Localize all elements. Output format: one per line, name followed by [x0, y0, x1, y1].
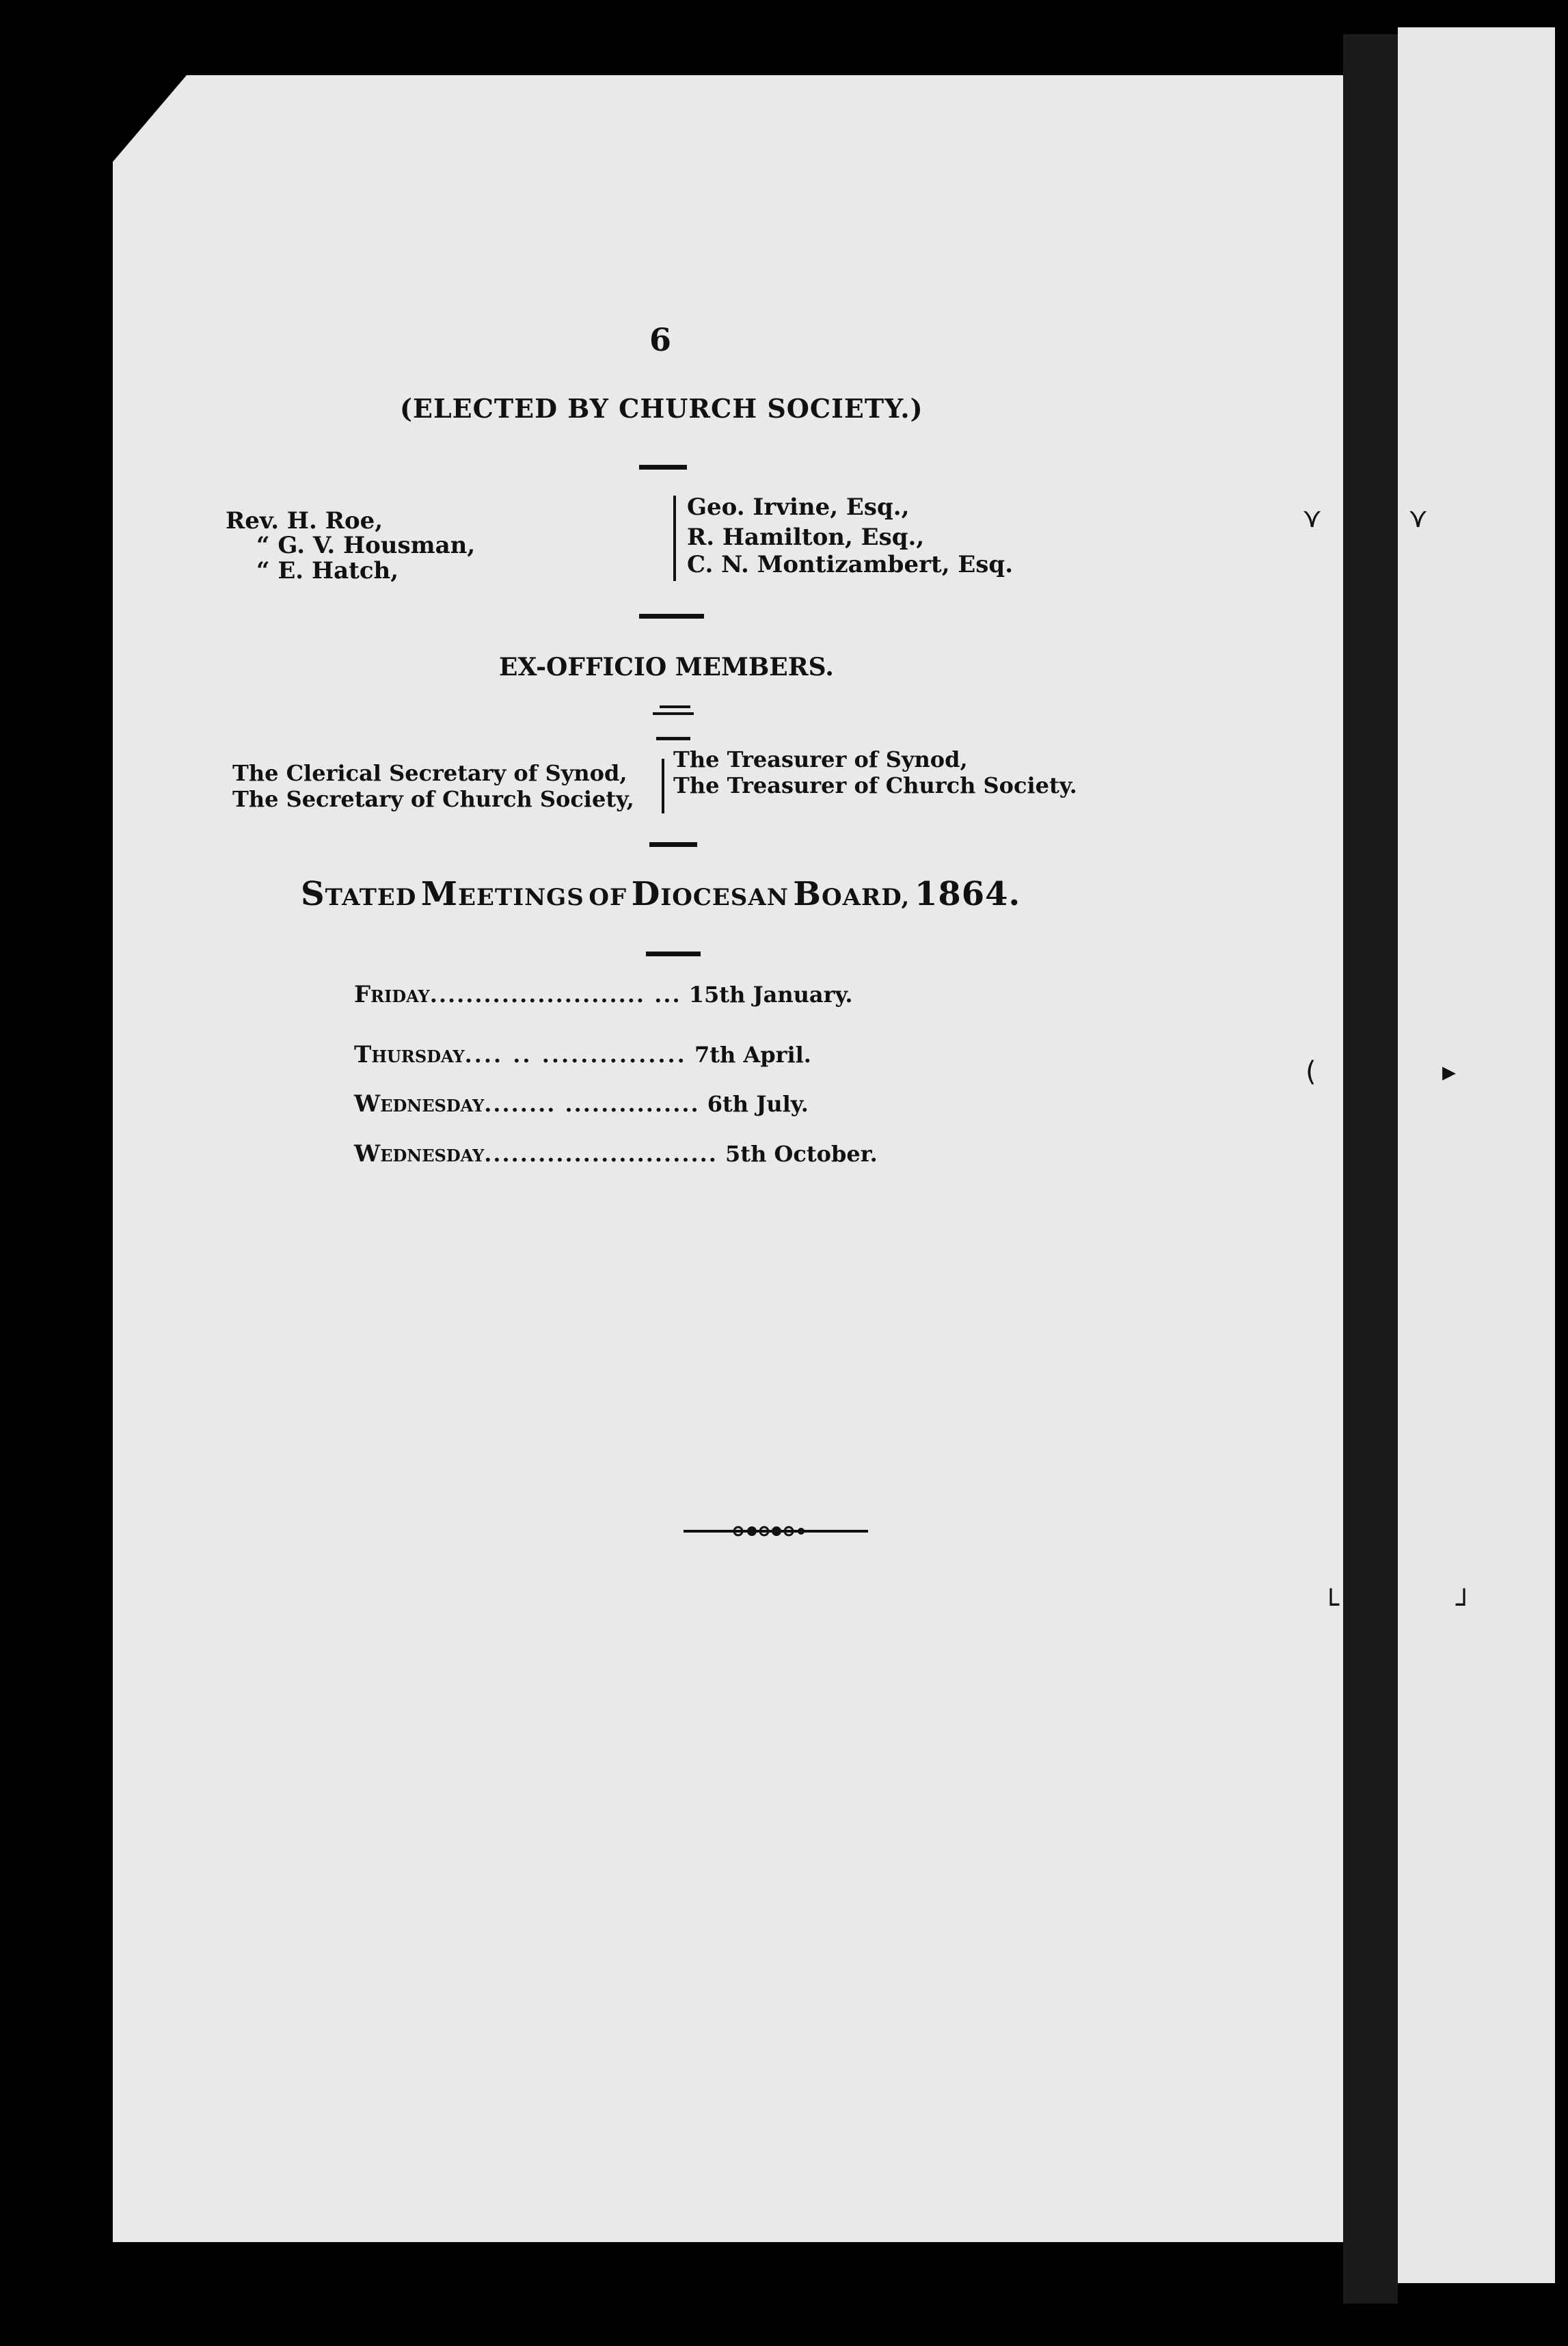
double-rule — [653, 712, 694, 715]
binding-mark-icon: ⋎ — [1408, 502, 1429, 534]
binding-mark-icon: ( — [1306, 1056, 1316, 1088]
ornament-divider — [684, 1523, 868, 1539]
divider-rule — [649, 842, 697, 847]
double-rule — [660, 705, 690, 708]
elected-heading: (ELECTED BY CHURCH SOCIETY.) — [400, 393, 923, 424]
elected-member-right: R. Hamilton, Esq., — [687, 524, 925, 551]
facing-page-edge — [1398, 27, 1555, 2283]
column-divider — [662, 759, 664, 813]
divider-rule — [646, 952, 701, 956]
elected-member-right: Geo. Irvine, Esq., — [687, 494, 910, 521]
meeting-row: THURSDAY.... .. ............... 7th April. — [354, 1041, 811, 1068]
elected-member-left: Rev. H. Roe, — [226, 507, 383, 535]
meeting-row: WEDNESDAY........ ............... 6th July. — [354, 1090, 809, 1118]
divider-rule — [639, 465, 687, 470]
elected-member-right: C. N. Montizambert, Esq. — [687, 551, 1014, 578]
binding-mark-icon: ▸ — [1442, 1056, 1457, 1088]
exofficio-member-left: The Secretary of Church Society, — [232, 786, 634, 812]
elected-member-left: “ E. Hatch, — [256, 557, 399, 584]
exofficio-member-left: The Clerical Secretary of Synod, — [232, 760, 627, 786]
divider-rule — [639, 614, 704, 619]
meeting-row: FRIDAY........................ ... 15th January. — [354, 981, 853, 1008]
column-divider — [673, 496, 676, 581]
binding-mark-icon: └ — [1323, 1589, 1340, 1621]
binding-mark-icon: ⋎ — [1302, 502, 1323, 534]
meeting-row: WEDNESDAY.......................... 5th October. — [354, 1140, 878, 1168]
meetings-heading: STATED MEETINGS OF DIOCESAN BOARD, 1864. — [301, 875, 1021, 913]
exofficio-member-right: The Treasurer of Church Society. — [673, 772, 1077, 798]
elected-member-left: “ G. V. Housman, — [256, 532, 476, 559]
page-number: 6 — [649, 321, 672, 358]
binding-mark-icon: ┘ — [1456, 1589, 1473, 1621]
book-spine — [1343, 34, 1398, 2304]
divider-rule — [656, 737, 690, 740]
exofficio-heading: EX-OFFICIO MEMBERS. — [499, 653, 834, 682]
exofficio-member-right: The Treasurer of Synod, — [673, 746, 968, 772]
